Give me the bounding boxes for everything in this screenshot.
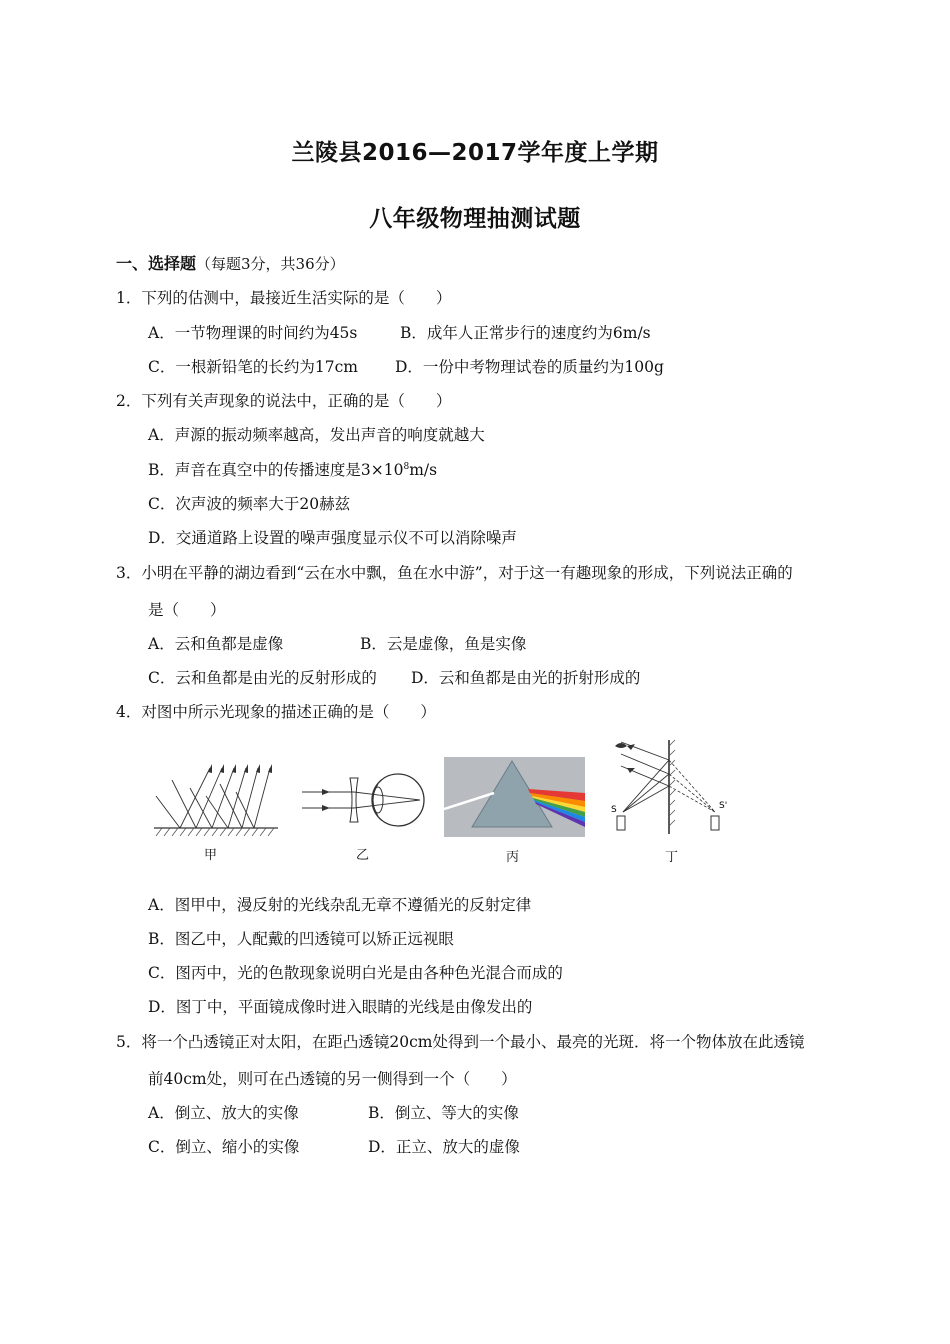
section-note: （每题3分，共36分）: [196, 255, 345, 273]
q5-stem: 5．将一个凸透镜正对太阳，在距凸透镜20cm处得到一个最小、最亮的光斑．将一个物体放在此透镜: [116, 1033, 805, 1051]
figure-bing-prism: [444, 757, 585, 837]
q4-option-a: A．图甲中，漫反射的光线杂乱无章不遵循光的反射定律: [148, 896, 532, 914]
q1-option-b: B．成年人正常步行的速度约为6m/s: [400, 324, 651, 342]
q3-stem: 3．小明在平静的湖边看到“云在水中飘，鱼在水中游”，对于这一有趣现象的形成，下列说法正确的: [116, 564, 793, 582]
q2-option-b: [148, 460, 437, 480]
q5-option-c: C．倒立、缩小的实像: [148, 1138, 300, 1156]
figure-jia-label: 甲: [204, 848, 218, 863]
q4-option-b: B．图乙中，人配戴的凹透镜可以矫正远视眼: [148, 930, 454, 948]
figure-ding-source-label: S: [611, 805, 617, 815]
q2-option-d: D．交通道路上设置的噪声强度显示仪不可以消除噪声: [148, 529, 517, 547]
q2-option-b-text: B．声音在真空中的传播速度是3×10: [148, 461, 404, 479]
figure-ding-image-label: S': [719, 801, 728, 811]
section-title: 一、选择题: [116, 254, 197, 273]
figure-ding-label: 丁: [665, 850, 679, 865]
figure-yi-label: 乙: [356, 848, 370, 863]
q4-option-d: D．图丁中，平面镜成像时进入眼睛的光线是由像发出的: [148, 998, 533, 1016]
q3-option-b: B．云是虚像，鱼是实像: [360, 635, 527, 653]
title-line-2: 八年级物理抽测试题: [369, 206, 581, 232]
section-heading: [116, 254, 345, 274]
q1-option-c: C．一根新铅笔的长约为17cm: [148, 358, 358, 376]
q1-option-a: A．一节物理课的时间约为45s: [148, 324, 358, 342]
q1-stem: 1．下列的估测中，最接近生活实际的是（ ）: [116, 289, 452, 307]
q3-option-c: C．云和鱼都是由光的反射形成的: [148, 669, 377, 687]
figure-ding-plane-mirror: [605, 738, 733, 838]
q2-option-a: A．声源的振动频率越高，发出声音的响度就越大: [148, 426, 485, 444]
q3-option-a: A．云和鱼都是虚像: [148, 635, 284, 653]
figure-yi-eye-lens: [300, 770, 432, 832]
q1-option-d: D．一份中考物理试卷的质量约为100g: [395, 358, 664, 376]
figure-bing-label: 丙: [506, 850, 520, 865]
q2-option-b-exponent: 8: [403, 462, 410, 472]
q3-stem-cont: 是（ ）: [148, 601, 226, 619]
q5-option-b: B．倒立、等大的实像: [368, 1104, 519, 1122]
q2-option-c: C．次声波的频率大于20赫兹: [148, 495, 351, 513]
figure-jia-diffuse-reflection: [150, 760, 282, 838]
title-line-1: 兰陵县2016—2017学年度上学期: [291, 140, 659, 166]
q4-stem: 4．对图中所示光现象的描述正确的是（ ）: [116, 703, 436, 721]
q2-stem: 2．下列有关声现象的说法中，正确的是（ ）: [116, 392, 452, 410]
q5-stem-cont: 前40cm处，则可在凸透镜的另一侧得到一个（ ）: [148, 1070, 517, 1088]
q4-option-c: C．图丙中，光的色散现象说明白光是由各种色光混合而成的: [148, 964, 563, 982]
q2-option-b-unit: m/s: [409, 461, 438, 479]
q5-option-d: D．正立、放大的虚像: [368, 1138, 520, 1156]
q3-option-d: D．云和鱼都是由光的折射形成的: [411, 669, 641, 687]
q5-option-a: A．倒立、放大的实像: [148, 1104, 299, 1122]
